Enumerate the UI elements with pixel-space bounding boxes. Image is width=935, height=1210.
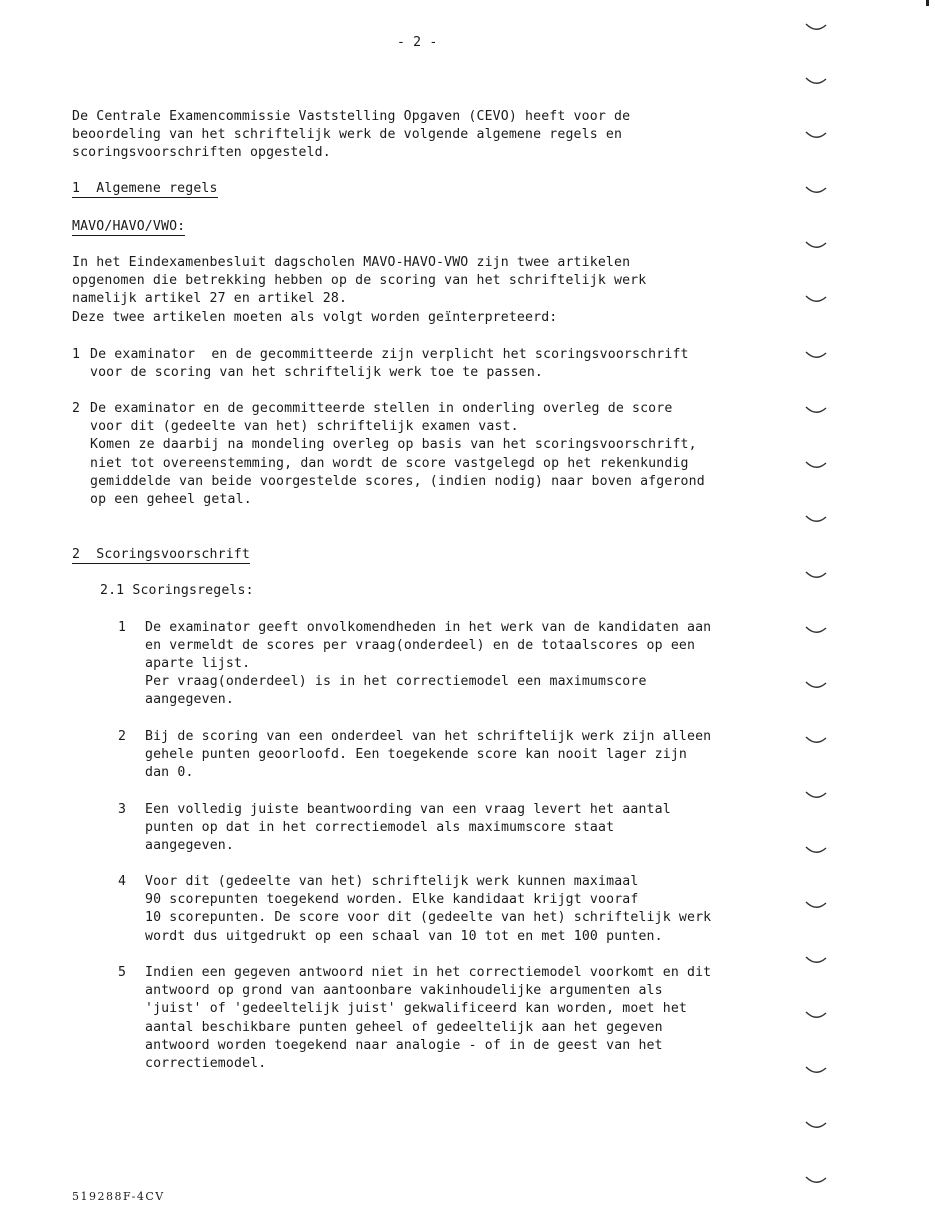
item-number: 2 xyxy=(72,401,81,416)
rule-line: en vermeldt de scores per vraag(onderdeel) en de totaalscores op een xyxy=(145,638,696,653)
section-2-subheading: 2.1 Scoringsregels: xyxy=(100,583,254,598)
binder-hole-mark xyxy=(805,185,827,195)
binder-hole-mark xyxy=(805,1120,827,1130)
section-1-paragraph-line: Deze twee artikelen moeten als volgt worden geïnterpreteerd: xyxy=(72,310,558,325)
item-line: De examinator en de gecommitteerde zijn verplicht het scoringsvoorschrift xyxy=(90,347,689,362)
section-1-heading xyxy=(72,180,218,198)
rule-number: 2 xyxy=(118,729,127,744)
binder-hole-mark xyxy=(805,405,827,415)
intro-line: scoringsvoorschriften opgesteld. xyxy=(72,145,331,160)
item-line: voor de scoring van het schriftelijk werk toe te passen. xyxy=(90,365,544,380)
binder-hole-mark xyxy=(805,1010,827,1020)
item-line: gemiddelde van beide voorgestelde scores, (indien nodig) naar boven afgerond xyxy=(90,474,705,489)
binder-hole-mark xyxy=(805,22,827,32)
binder-hole-mark xyxy=(805,76,827,86)
section-1-paragraph-line: In het Eindexamenbesluit dagscholen MAVO-HAVO-VWO zijn twee artikelen xyxy=(72,255,631,270)
item-line: voor dit (gedeelte van het) schriftelijk examen vast. xyxy=(90,419,519,434)
binder-hole-mark xyxy=(805,845,827,855)
item-line: Komen ze daarbij na mondeling overleg op basis van het scoringsvoorschrift, xyxy=(90,437,697,452)
rule-line: antwoord op grond van aantoonbare vakinhoudelijke argumenten als xyxy=(145,983,663,998)
rule-number: 3 xyxy=(118,802,127,817)
binder-hole-mark xyxy=(805,350,827,360)
rule-line: aangegeven. xyxy=(145,838,234,853)
binder-hole-mark xyxy=(805,900,827,910)
rule-line: aparte lijst. xyxy=(145,656,251,671)
rule-line: gehele punten geoorloofd. Een toegekende score kan nooit lager zijn xyxy=(145,747,687,762)
rule-line: 'juist' of 'gedeeltelijk juist' gekwalificeerd kan worden, moet het xyxy=(145,1001,687,1016)
binder-hole-mark xyxy=(805,1065,827,1075)
binder-hole-mark xyxy=(805,1175,827,1185)
rule-line: Bij de scoring van een onderdeel van het schriftelijk werk zijn alleen xyxy=(145,729,712,744)
item-number: 1 xyxy=(72,347,81,362)
footer-code: 519288F-4CV xyxy=(72,1190,165,1203)
rule-number: 4 xyxy=(118,874,127,889)
binder-hole-mark xyxy=(805,460,827,470)
rule-line: punten op dat in het correctiemodel als maximumscore staat xyxy=(145,820,615,835)
intro-line: beoordeling van het schriftelijk werk de volgende algemene regels en xyxy=(72,127,623,142)
rule-line: De examinator geeft onvolkomendheden in het werk van de kandidaten aan xyxy=(145,620,712,635)
item-line: niet tot overeenstemming, dan wordt de score vastgelegd op het rekenkundig xyxy=(90,456,689,471)
binder-hole-mark xyxy=(805,735,827,745)
binder-hole-mark xyxy=(805,514,827,524)
rule-line: Indien een gegeven antwoord niet in het correctiemodel voorkomt en dit xyxy=(145,965,712,980)
rule-line: aantal beschikbare punten geheel of gedeeltelijk aan het gegeven xyxy=(145,1020,663,1035)
section-1-subheading xyxy=(72,218,185,236)
binder-hole-mark xyxy=(805,955,827,965)
binder-hole-mark xyxy=(805,240,827,250)
rule-line: Per vraag(onderdeel) is in het correctiemodel een maximumscore xyxy=(145,674,647,689)
binder-hole-mark xyxy=(805,294,827,304)
rule-line: dan 0. xyxy=(145,765,194,780)
binder-hole-mark xyxy=(805,680,827,690)
rule-line: antwoord worden toegekend naar analogie - of in de geest van het xyxy=(145,1038,663,1053)
binder-hole-mark xyxy=(805,625,827,635)
page-number: - 2 - xyxy=(397,35,438,50)
binder-hole-mark xyxy=(805,570,827,580)
rule-line: 90 scorepunten toegekend worden. Elke kandidaat krijgt vooraf xyxy=(145,892,639,907)
section-1-paragraph-line: opgenomen die betrekking hebben op de scoring van het schriftelijk werk xyxy=(72,273,647,288)
section-2-heading xyxy=(72,546,250,564)
section-1-heading-text: 1 Algemene regels xyxy=(72,181,218,196)
binder-hole-mark xyxy=(805,790,827,800)
rule-number: 5 xyxy=(118,965,127,980)
scan-corner-mark xyxy=(926,0,929,6)
rule-line: wordt dus uitgedrukt op een schaal van 10 tot en met 100 punten. xyxy=(145,929,663,944)
section-1-subheading-text: MAVO/HAVO/VWO: xyxy=(72,219,186,234)
item-line: op een geheel getal. xyxy=(90,492,252,507)
binder-hole-mark xyxy=(805,130,827,140)
rule-number: 1 xyxy=(118,620,127,635)
rule-line: aangegeven. xyxy=(145,692,234,707)
item-line: De examinator en de gecommitteerde stellen in onderling overleg de score xyxy=(90,401,673,416)
section-2-heading-text: 2 Scoringsvoorschrift xyxy=(72,547,250,562)
rule-line: Een volledig juiste beantwoording van een vraag levert het aantal xyxy=(145,802,671,817)
rule-line: Voor dit (gedeelte van het) schriftelijk werk kunnen maximaal xyxy=(145,874,639,889)
rule-line: 10 scorepunten. De score voor dit (gedeelte van het) schriftelijk werk xyxy=(145,910,712,925)
intro-line: De Centrale Examencommissie Vaststelling Opgaven (CEVO) heeft voor de xyxy=(72,109,631,124)
rule-line: correctiemodel. xyxy=(145,1056,267,1071)
section-1-paragraph-line: namelijk artikel 27 en artikel 28. xyxy=(72,291,348,306)
